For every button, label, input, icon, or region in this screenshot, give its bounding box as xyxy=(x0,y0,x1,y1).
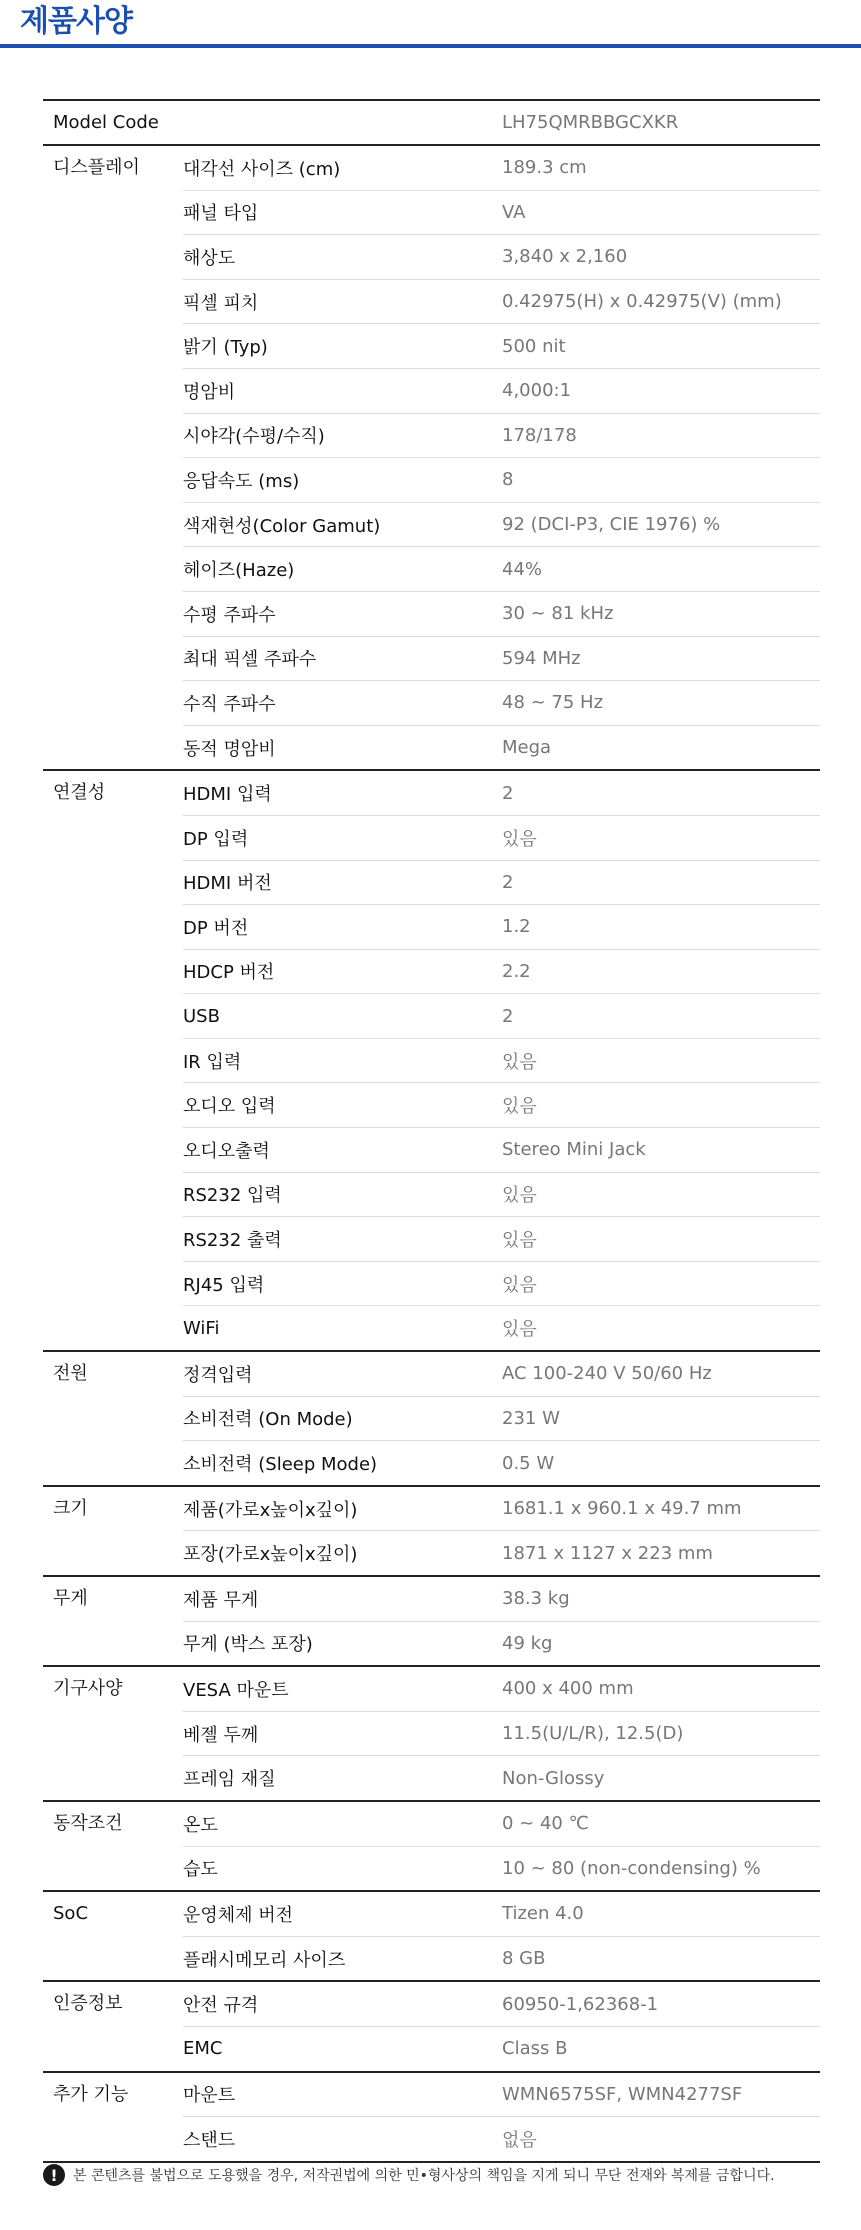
spec-row xyxy=(183,2116,820,2161)
spec-row xyxy=(183,1396,820,1441)
spec-key: USB xyxy=(183,1005,220,1027)
spec-key: 동적 명암비 xyxy=(183,738,276,760)
spec-row xyxy=(183,815,820,860)
spec-key: 패널 타입 xyxy=(183,203,259,225)
spec-group-label: 무게 xyxy=(53,1588,88,1609)
spec-value: 1.2 xyxy=(502,916,531,938)
spec-row xyxy=(183,1216,820,1261)
spec-key: HDMI 버전 xyxy=(183,873,272,895)
spec-group-label: 크기 xyxy=(53,1497,88,1519)
spec-value: 44% xyxy=(502,558,543,580)
spec-group-label: 전원 xyxy=(53,1363,88,1385)
spec-value: 있음 xyxy=(502,1185,537,1207)
spec-group xyxy=(43,1892,820,1982)
spec-value: 60950-1,62368-1 xyxy=(502,1993,659,2015)
spec-key: 대각선 사이즈 (cm) xyxy=(183,158,341,180)
spec-group-label: 기구사양 xyxy=(53,1678,123,1700)
spec-value: 30 ~ 81 kHz xyxy=(502,603,614,625)
spec-key: 오디오출력 xyxy=(183,1140,270,1162)
spec-value: 없음 xyxy=(502,2129,537,2151)
spec-key: 포장(가로x높이x깊이) xyxy=(183,1544,358,1566)
spec-key: 프레임 재질 xyxy=(183,1769,276,1791)
spec-row xyxy=(183,860,820,905)
spec-row xyxy=(183,2073,820,2117)
spec-key: 오디오 입력 xyxy=(183,1096,276,1118)
spec-key: RS232 입력 xyxy=(183,1185,282,1207)
spec-key: 해상도 xyxy=(183,247,236,269)
spec-value: Mega xyxy=(502,737,552,759)
notice-text: 본 콘텐츠를 불법으로 도용했을 경우, 저작권법에 의한 민•형사상의 책임을 지게 되니 무단 전재와 복제를 금합니다. xyxy=(73,2168,775,2184)
spec-value: 38.3 kg xyxy=(502,1588,570,1610)
spec-row xyxy=(183,1892,820,1936)
spec-value: 0 ~ 40 ℃ xyxy=(502,1813,589,1835)
spec-table xyxy=(43,99,820,2163)
spec-key: 플래시메모리 사이즈 xyxy=(183,1949,346,1971)
spec-key: DP 입력 xyxy=(183,828,249,850)
spec-key: 수직 주파수 xyxy=(183,693,276,715)
spec-value: Stereo Mini Jack xyxy=(502,1139,646,1161)
spec-row xyxy=(183,546,820,591)
spec-group xyxy=(43,1577,820,1667)
spec-value: 189.3 cm xyxy=(502,157,587,179)
spec-value: 10 ~ 80 (non-condensing) % xyxy=(502,1857,761,1879)
spec-value: 0.5 W xyxy=(502,1452,555,1474)
spec-value: 2.2 xyxy=(502,960,531,982)
spec-row xyxy=(183,1082,820,1127)
spec-key: 색재현성(Color Gamut) xyxy=(183,515,381,537)
spec-key: DP 버전 xyxy=(183,917,249,939)
spec-row xyxy=(183,323,820,368)
spec-row xyxy=(183,1755,820,1800)
spec-value: 8 xyxy=(502,469,514,491)
spec-key: HDCP 버전 xyxy=(183,962,275,984)
spec-value: 2 xyxy=(502,871,514,893)
title-underline xyxy=(0,44,861,48)
spec-group xyxy=(43,1487,820,1577)
spec-value: Non-Glossy xyxy=(502,1767,605,1789)
spec-row xyxy=(183,1936,820,1981)
spec-value: WMN6575SF, WMN4277SF xyxy=(502,2083,743,2105)
spec-value: 400 x 400 mm xyxy=(502,1678,634,1700)
spec-group-label: 인증정보 xyxy=(53,1993,123,2015)
spec-value: 있음 xyxy=(502,1274,537,1296)
spec-row xyxy=(183,279,820,324)
spec-value: 92 (DCI-P3, CIE 1976) % xyxy=(502,514,721,536)
spec-key: EMC xyxy=(183,2038,223,2060)
model-code-label: Model Code xyxy=(53,112,159,133)
exclamation-icon: ! xyxy=(43,2164,65,2186)
spec-key: IR 입력 xyxy=(183,1051,242,1073)
spec-value: 있음 xyxy=(502,1096,537,1118)
spec-value: Tizen 4.0 xyxy=(502,1903,584,1925)
spec-row xyxy=(183,413,820,458)
spec-key: 수평 주파수 xyxy=(183,604,276,626)
spec-group-label: SoC xyxy=(53,1903,89,1925)
spec-group-label: 추가 기능 xyxy=(53,2083,129,2105)
spec-row xyxy=(183,1172,820,1217)
spec-key: 마운트 xyxy=(183,2085,236,2107)
spec-row xyxy=(183,1440,820,1485)
spec-key: 소비전력 (On Mode) xyxy=(183,1409,353,1431)
spec-value: 3,840 x 2,160 xyxy=(502,246,628,268)
spec-group-label: 디스플레이 xyxy=(53,157,140,178)
spec-key: 밝기 (Typ) xyxy=(183,337,268,359)
spec-group xyxy=(43,1352,820,1487)
spec-row xyxy=(183,190,820,235)
spec-key: 헤이즈(Haze) xyxy=(183,560,295,582)
spec-row xyxy=(183,1621,820,1666)
spec-row xyxy=(183,993,820,1038)
spec-key: HDMI 입력 xyxy=(183,784,272,806)
spec-value: 1681.1 x 960.1 x 49.7 mm xyxy=(502,1498,742,1520)
spec-group xyxy=(43,771,820,1352)
spec-row xyxy=(183,1711,820,1756)
spec-value: 500 nit xyxy=(502,335,566,357)
spec-row xyxy=(183,1038,820,1083)
spec-value: 2 xyxy=(502,782,514,804)
spec-group-label: 연결성 xyxy=(53,782,106,804)
spec-value: 있음 xyxy=(502,828,537,850)
spec-row xyxy=(183,725,820,770)
spec-row xyxy=(183,636,820,681)
spec-group xyxy=(43,2073,820,2163)
spec-key: 안전 규격 xyxy=(183,1995,259,2017)
copyright-notice xyxy=(43,2164,843,2186)
spec-row xyxy=(183,1127,820,1172)
spec-key: RJ45 입력 xyxy=(183,1274,265,1296)
spec-key: 습도 xyxy=(183,1859,218,1881)
spec-key: VESA 마운트 xyxy=(183,1679,289,1701)
spec-group xyxy=(43,1802,820,1892)
spec-key: 운영체제 버전 xyxy=(183,1904,294,1926)
spec-key: 스탠드 xyxy=(183,2129,236,2151)
spec-row xyxy=(183,1530,820,1575)
page-header xyxy=(0,0,861,50)
spec-key: 픽셀 피치 xyxy=(183,292,259,314)
spec-key: 명암비 xyxy=(183,381,236,403)
spec-key: 최대 픽셀 주파수 xyxy=(183,649,317,671)
spec-value: 있음 xyxy=(502,1230,537,1252)
spec-value: 11.5(U/L/R), 12.5(D) xyxy=(502,1723,684,1745)
spec-group xyxy=(43,1667,820,1802)
spec-value: AC 100-240 V 50/60 Hz xyxy=(502,1363,712,1385)
spec-value: 2 xyxy=(502,1005,514,1027)
spec-key: RS232 출력 xyxy=(183,1230,282,1252)
spec-key: 시야각(수평/수직) xyxy=(183,426,325,448)
spec-key: 베젤 두께 xyxy=(183,1724,259,1746)
model-code-row xyxy=(43,101,820,146)
spec-row xyxy=(183,368,820,413)
spec-key: 온도 xyxy=(183,1814,218,1836)
spec-row xyxy=(183,457,820,502)
spec-row xyxy=(183,1982,820,2026)
model-code-value: LH75QMRBBGCXKR xyxy=(502,112,679,133)
spec-value: 0.42975(H) x 0.42975(V) (mm) xyxy=(502,291,782,313)
spec-value: Class B xyxy=(502,2038,568,2060)
spec-row xyxy=(183,502,820,547)
spec-row xyxy=(183,234,820,279)
spec-row xyxy=(183,1261,820,1306)
spec-value: 1871 x 1127 x 223 mm xyxy=(502,1542,713,1564)
spec-value: 8 GB xyxy=(502,1948,546,1970)
spec-key: 제품 무게 xyxy=(183,1589,259,1611)
spec-value: 594 MHz xyxy=(502,647,581,669)
spec-value: 있음 xyxy=(502,1051,537,1073)
spec-row xyxy=(183,1577,820,1621)
spec-row xyxy=(183,1305,820,1350)
spec-key: 응답속도 (ms) xyxy=(183,470,300,492)
spec-row xyxy=(183,1846,820,1891)
spec-value: 있음 xyxy=(502,1319,537,1341)
spec-row xyxy=(183,1667,820,1711)
spec-value: 231 W xyxy=(502,1407,560,1429)
spec-row xyxy=(183,771,820,815)
spec-row xyxy=(183,680,820,725)
spec-group xyxy=(43,146,820,771)
spec-key: 제품(가로x높이x깊이) xyxy=(183,1499,358,1521)
spec-value: VA xyxy=(502,201,526,223)
spec-value: 48 ~ 75 Hz xyxy=(502,692,604,714)
spec-value: 178/178 xyxy=(502,424,577,446)
spec-row xyxy=(183,949,820,994)
spec-row xyxy=(183,1802,820,1846)
page-title: 제품사양 xyxy=(20,4,132,39)
spec-key: 소비전력 (Sleep Mode) xyxy=(183,1454,378,1476)
spec-row xyxy=(183,1352,820,1396)
spec-row xyxy=(183,591,820,636)
spec-row xyxy=(183,904,820,949)
spec-key: WiFi xyxy=(183,1317,220,1339)
spec-value: 4,000:1 xyxy=(502,380,572,402)
spec-group-label: 동작조건 xyxy=(53,1812,123,1834)
spec-row xyxy=(183,2026,820,2071)
spec-value: 49 kg xyxy=(502,1632,553,1654)
spec-row xyxy=(183,1487,820,1531)
spec-key: 정격입력 xyxy=(183,1364,253,1386)
spec-group xyxy=(43,1982,820,2072)
spec-row xyxy=(183,146,820,190)
spec-key: 무게 (박스 포장) xyxy=(183,1634,313,1656)
